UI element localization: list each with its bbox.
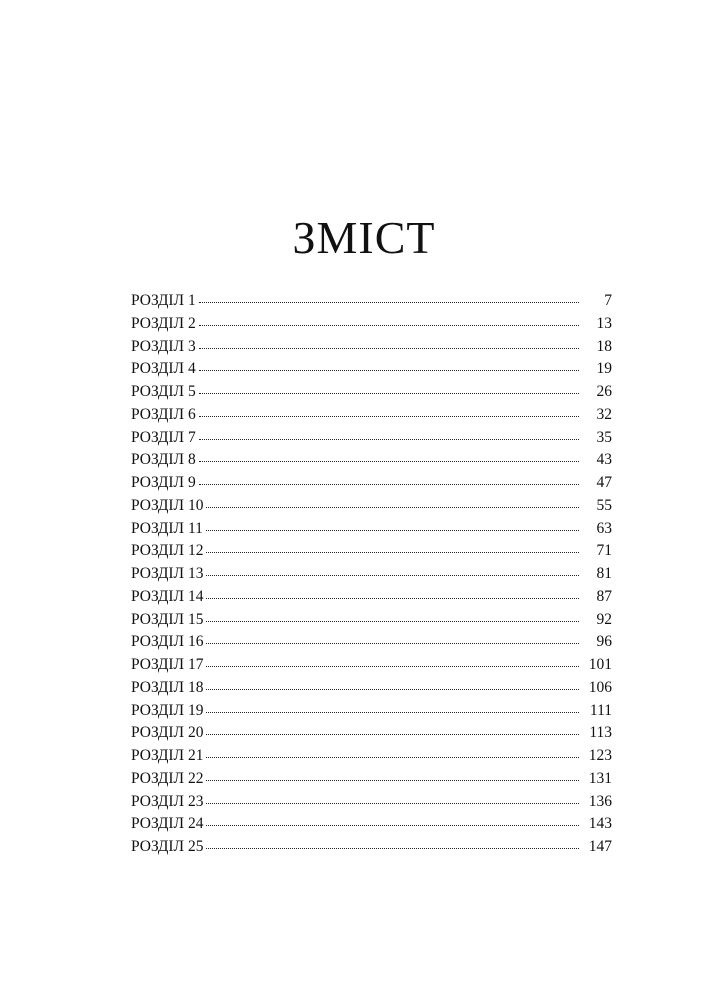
dot-leader [199, 484, 579, 485]
toc-entry-label: РОЗДІЛ 23 [131, 792, 204, 810]
dot-leader [199, 416, 579, 417]
toc-entry [131, 290, 612, 313]
toc-entry-label: РОЗДІЛ 24 [131, 815, 204, 833]
toc-entry [131, 358, 612, 381]
dot-leader [206, 666, 579, 667]
toc-entry-page-number: 47 [596, 474, 612, 491]
toc-entry-label: РОЗДІЛ 4 [131, 360, 196, 378]
toc-entry-label: РОЗДІЛ 21 [131, 747, 204, 764]
toc-entry-page-number: 26 [596, 383, 612, 400]
toc-entry-label: РОЗДІЛ 7 [131, 428, 196, 446]
toc-entry-page-number: 81 [596, 565, 612, 582]
toc-entry-label: РОЗДІЛ 19 [131, 701, 204, 719]
dot-leader [206, 734, 579, 735]
toc-entry-label: РОЗДІЛ 15 [131, 610, 204, 628]
toc-entry-page-number: 19 [596, 360, 612, 378]
page-title: ЗМІСТ [292, 211, 436, 263]
toc-entry-page-number: 106 [588, 678, 612, 696]
dot-leader [199, 393, 579, 394]
toc-entry-page-number: 87 [596, 587, 612, 605]
toc-entry [131, 609, 612, 632]
dot-leader [206, 575, 579, 576]
toc-entry [131, 654, 612, 677]
toc-entry [131, 540, 612, 563]
toc-entry [131, 722, 612, 745]
toc-entry [131, 813, 612, 836]
dot-leader [206, 552, 579, 553]
toc-entry-page-number: 92 [596, 610, 612, 628]
toc-entry [131, 631, 612, 654]
dot-leader [199, 302, 579, 303]
toc-entry [131, 427, 612, 450]
toc-entry-page-number: 18 [596, 337, 612, 355]
toc-entry [131, 449, 612, 472]
toc-entry-label: РОЗДІЛ 20 [131, 724, 204, 742]
dot-leader [206, 621, 579, 622]
dot-leader [206, 530, 579, 531]
dot-leader [206, 803, 579, 804]
toc-entry-page-number: 147 [588, 838, 612, 855]
toc-entry-label: РОЗДІЛ 14 [131, 587, 204, 605]
toc-entry-label: РОЗДІЛ 3 [131, 337, 196, 355]
toc-entry [131, 404, 612, 427]
dot-leader [206, 848, 579, 849]
toc-entry [131, 495, 612, 518]
toc-entry-page-number: 13 [596, 314, 612, 332]
dot-leader [199, 325, 579, 326]
toc-entry-page-number: 113 [589, 724, 612, 742]
dot-leader [199, 439, 579, 440]
toc-entry-page-number: 143 [588, 815, 612, 833]
toc-entry-page-number: 63 [596, 519, 612, 537]
toc-entry-page-number: 43 [596, 451, 612, 469]
toc-entry-page-number: 7 [604, 292, 612, 309]
toc-entry [131, 586, 612, 609]
toc-entry-label: РОЗДІЛ 6 [131, 405, 196, 423]
toc-entry-label: РОЗДІЛ 16 [131, 633, 204, 651]
dot-leader [206, 689, 579, 690]
toc-entry-page-number: 35 [596, 428, 612, 446]
toc-entry [131, 313, 612, 336]
toc-entry-page-number: 136 [588, 792, 612, 810]
toc-entry [131, 791, 612, 814]
toc-entry [131, 836, 612, 859]
toc-entry-page-number: 131 [588, 769, 612, 787]
dot-leader [206, 780, 579, 781]
dot-leader [206, 757, 579, 758]
toc-entry-label: РОЗДІЛ 9 [131, 474, 196, 491]
toc-entry-page-number: 101 [588, 656, 612, 673]
toc-entry [131, 677, 612, 700]
toc-entry-label: РОЗДІЛ 12 [131, 542, 204, 560]
toc-entry-page-number: 111 [589, 701, 612, 719]
toc-entry-label: РОЗДІЛ 8 [131, 451, 196, 469]
toc-entry [131, 745, 612, 768]
toc-entry-page-number: 55 [596, 496, 612, 514]
table-of-contents [131, 290, 612, 859]
dot-leader [206, 712, 579, 713]
dot-leader [199, 461, 579, 462]
toc-entry-label: РОЗДІЛ 2 [131, 314, 196, 332]
toc-entry [131, 381, 612, 404]
toc-entry-label: РОЗДІЛ 17 [131, 656, 204, 673]
toc-entry-label: РОЗДІЛ 13 [131, 565, 204, 582]
toc-entry-label: РОЗДІЛ 10 [131, 496, 204, 514]
toc-entry [131, 700, 612, 723]
toc-entry-label: РОЗДІЛ 1 [131, 292, 196, 309]
toc-entry-page-number: 71 [596, 542, 612, 560]
toc-entry-label: РОЗДІЛ 22 [131, 769, 204, 787]
toc-entry [131, 472, 612, 495]
dot-leader [199, 370, 579, 371]
toc-entry-label: РОЗДІЛ 18 [131, 678, 204, 696]
toc-entry [131, 518, 612, 541]
dot-leader [199, 348, 579, 349]
toc-entry [131, 768, 612, 791]
toc-entry-page-number: 96 [596, 633, 612, 651]
toc-entry [131, 336, 612, 359]
dot-leader [206, 643, 579, 644]
toc-entry-label: РОЗДІЛ 25 [131, 838, 204, 855]
dot-leader [206, 825, 579, 826]
dot-leader [206, 507, 579, 508]
toc-entry-label: РОЗДІЛ 11 [131, 519, 203, 537]
toc-entry [131, 563, 612, 586]
dot-leader [206, 598, 579, 599]
toc-entry-page-number: 32 [596, 405, 612, 423]
toc-entry-page-number: 123 [588, 747, 612, 764]
toc-entry-label: РОЗДІЛ 5 [131, 383, 196, 400]
